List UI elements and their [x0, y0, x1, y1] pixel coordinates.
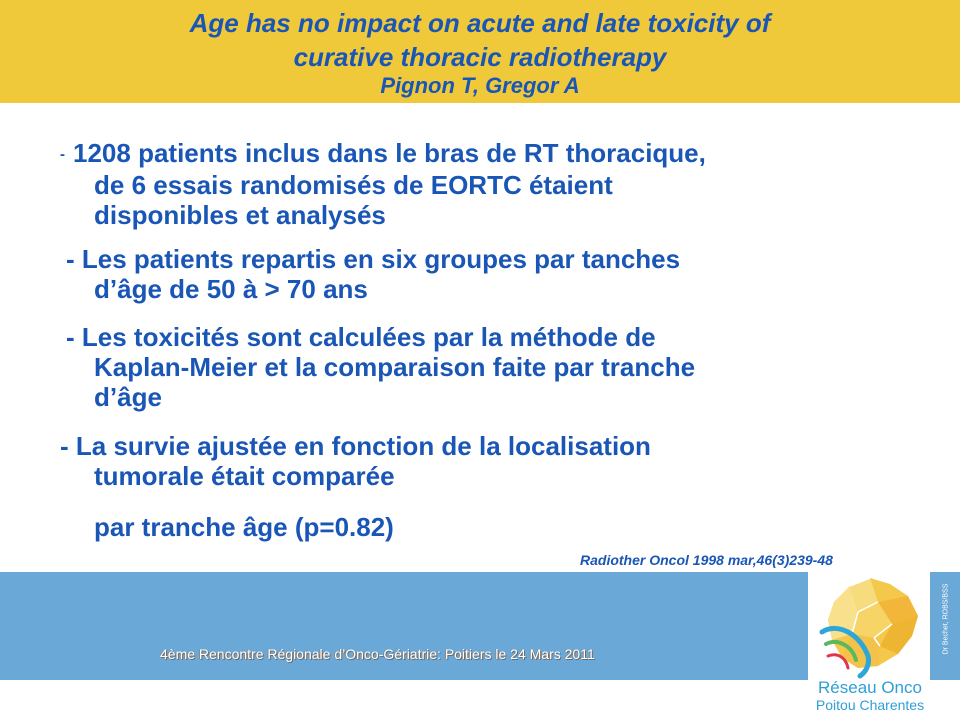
bullet-2	[66, 244, 680, 304]
bullet-4-line-1: - La survie ajustée en fonction de la localisation	[60, 431, 651, 461]
bullet-5	[94, 512, 394, 542]
reseau-onco-logo	[808, 572, 930, 720]
bullet-4-line-2: tumorale était comparée	[94, 461, 395, 491]
bullet-1	[60, 138, 706, 230]
bullet-3-line-3: d’âge	[94, 382, 162, 412]
photo-credit-text: Dr Bechet, ROBS/BSS	[942, 583, 950, 655]
bullet-2-line-2: d’âge de 50 à > 70 ans	[94, 274, 368, 304]
logo-map-icon	[808, 572, 930, 682]
header-banner	[0, 0, 960, 103]
authors: Pignon T, Gregor A	[380, 73, 580, 98]
title-line-1: Age has no impact on acute and late toxicity of	[189, 8, 771, 38]
bullet-5-line-1: par tranche âge (p=0.82)	[94, 512, 394, 542]
citation: Radiother Oncol 1998 mar,46(3)239-48	[580, 552, 833, 568]
bullet-dash: -	[60, 146, 65, 164]
bullet-3	[66, 322, 695, 412]
bullet-4	[60, 431, 651, 491]
bullet-1-line-3: disponibles et analysés	[94, 200, 386, 231]
title-line-2: curative thoracic radiotherapy	[293, 42, 667, 72]
photo-credit	[936, 580, 956, 658]
bullet-3-line-2: Kaplan-Meier et la comparaison faite par tranche	[94, 352, 696, 382]
bullet-3-line-1: - Les toxicités sont calculées par la méthode de	[66, 322, 656, 352]
logo-subtitle: Poitou Charentes	[815, 697, 925, 713]
logo-name: Réseau Onco	[818, 678, 922, 697]
slide-title	[0, 6, 960, 74]
bullet-1-line-2: de 6 essais randomisés de EORTC étaient	[94, 170, 613, 201]
bullet-1-line-1: 1208 patients inclus dans le bras de RT thoracique,	[73, 138, 706, 168]
footer-event-text: 4ème Rencontre Régionale d’Onco-Gériatrie: Poitiers le 24 Mars 2011	[160, 646, 595, 662]
bullet-2-line-1: - Les patients repartis en six groupes par tanches	[66, 244, 681, 274]
